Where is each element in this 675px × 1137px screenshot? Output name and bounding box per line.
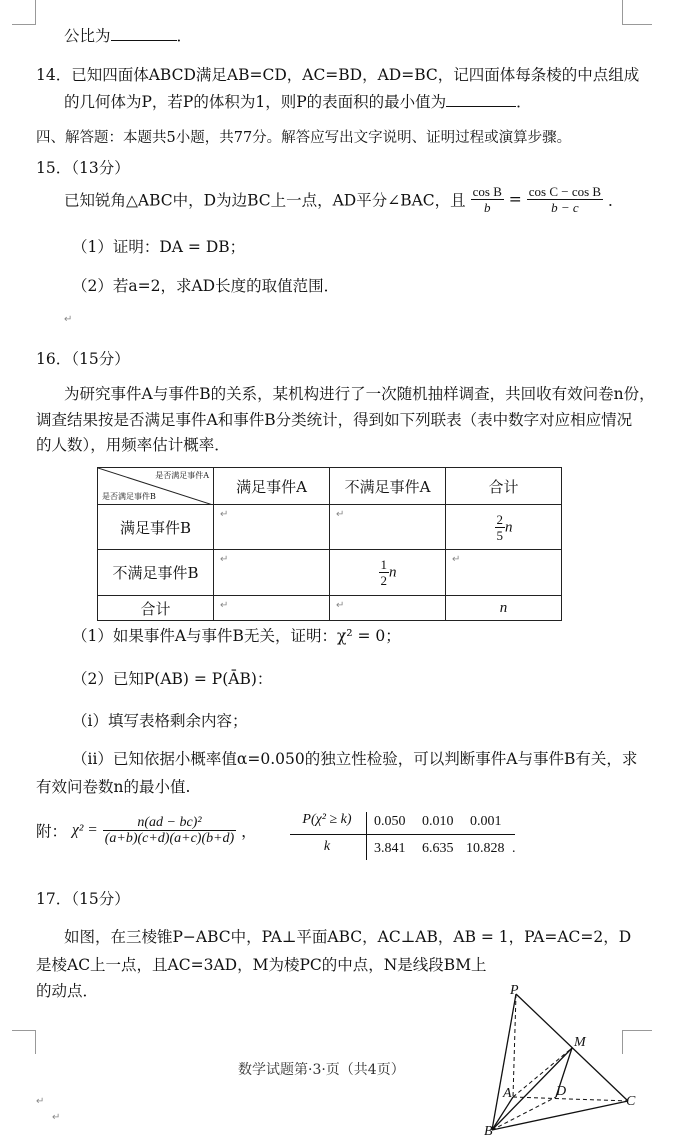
q16-part2-i: （i）填写表格剩余内容； [72, 712, 248, 730]
crop-mark [12, 1030, 36, 1031]
contingency-table [97, 467, 562, 621]
appendix-formula: 附： χ² = $\frac{\text{n(ad − bc)²}}{(a+b)(c+d)(a+c)(b+d)}$ ， [36, 815, 257, 846]
paragraph-mark: ↵ [64, 314, 73, 325]
label-D: D [556, 1084, 567, 1099]
page-footer: 数学试题第·3·页（共4页） [238, 1062, 405, 1078]
q16-para2: 调查结果按是否满足事件A和事件B分类统计，得到如下列联表（表中数字对应相应情况 [36, 411, 633, 429]
corner-label-top: 是否满足事件A [155, 471, 209, 480]
q16-para1: 为研究事件A与事件B的关系，某机构进行了一次随机抽样调查，共回收有效问卷n份， [64, 385, 655, 403]
q14-line2: 的几何体为P，若P的体积为1，则P的表面积的最小值为 ． [64, 93, 532, 111]
q15-part2: （2）若a=2，求AD长度的取值范围． [72, 277, 340, 295]
edge-AC [513, 1097, 628, 1101]
k-value: 6.635 [422, 841, 454, 856]
col-header-satisfy-a: 满足事件A [214, 468, 330, 505]
q17-line2: 是棱AC上一点，且AC=3AD，M为棱PC的中点，N是线段BM上 [36, 956, 487, 974]
answer-blank[interactable] [446, 94, 516, 107]
k-value: 3.841 [374, 841, 406, 856]
table-cell-empty[interactable]: ↵ [330, 505, 446, 550]
paragraph-mark: ↵ [52, 1112, 61, 1123]
table-cell-empty[interactable]: ↵ [214, 505, 330, 550]
table-corner-cell [98, 468, 214, 505]
edge-BD [492, 1097, 556, 1130]
table-hline [290, 834, 515, 835]
q14-text-2: 的几何体为P，若P的体积为1，则P的表面积的最小值为 [64, 93, 447, 111]
q15-part1: （1）证明：DA = DB； [72, 238, 246, 256]
q16-part1: （1）如果事件A与事件B无关，证明：χ² = 0； [72, 627, 401, 645]
q16-header: 16．（15分） [36, 350, 130, 368]
crop-mark [12, 24, 36, 25]
q15-intro-text: 已知锐角△ABC中，D为边BC上一点，AD平分∠BAC，且 [64, 191, 466, 210]
table-cell-empty[interactable]: ↵ [446, 550, 562, 596]
label-M: M [574, 1035, 586, 1050]
paragraph-mark: ↵ [36, 1096, 45, 1107]
chi-square-lhs: χ² = [71, 821, 98, 839]
p-value: 0.001 [470, 814, 502, 829]
p-value: 0.050 [374, 814, 406, 829]
crop-mark [622, 24, 652, 25]
table-cell-total-n: n [446, 596, 562, 621]
section-title: 四、解答题：本题共5小题，共77分。解答应写出文字说明、证明过程或演算步骤。 [36, 130, 572, 146]
col-header-total: 合计 [446, 468, 562, 505]
q16-para3: 的人数），用频率估计概率． [36, 436, 230, 454]
edge-BC [492, 1101, 628, 1130]
table-cell-empty[interactable]: ↵ [214, 596, 330, 621]
table-vline [366, 812, 367, 860]
q14-number: 14． [36, 66, 72, 84]
row-header-satisfy-b: 满足事件B [98, 505, 214, 550]
label-C: C [626, 1094, 636, 1109]
table-cell-half-n: $\frac{1}{2}$ n [330, 550, 446, 596]
label-A: A [503, 1086, 512, 1101]
fraction-cosC-minus-cosB: $\frac{\text{cos C − cos B}}{b - c}$ [528, 184, 602, 215]
q14-line1 [36, 63, 639, 85]
corner-label-bottom: 是否满足事件B [102, 492, 156, 501]
top-label: 公比为 [64, 27, 111, 45]
q16-part2-ii-line2: 有效问卷数n的最小值. [36, 778, 191, 796]
table-cell-empty[interactable]: ↵ [214, 550, 330, 596]
k-row-label: k [323, 839, 331, 854]
q15-header: 15．（13分） [36, 159, 130, 177]
q15-intro: 已知锐角△ABC中，D为边BC上一点，AD平分∠BAC，且 $\frac{\text{cos B}}{b}$ = $\frac{\text{cos C − cos B}}{b - c}$ ． [64, 184, 624, 215]
k-value: 10.828 [466, 841, 505, 856]
crop-mark [622, 0, 623, 24]
row-header-total: 合计 [98, 596, 214, 621]
top-answer-line: 公比为 ． [64, 27, 193, 45]
edge-PC [516, 994, 628, 1101]
row-header-not-satisfy-b: 不满足事件B [98, 550, 214, 596]
table-cell-empty[interactable]: ↵ [330, 596, 446, 621]
crop-mark [35, 0, 36, 24]
answer-blank[interactable] [111, 28, 177, 41]
table-cell-two-fifths-n: $\frac{2}{5}$ n [446, 505, 562, 550]
chi-square-fraction: $\frac{\text{n(ad − bc)²}}{(a+b)(c+d)(a+c)(b+d)}$ [104, 815, 235, 846]
q17-line1: 如图，在三棱锥P−ABC中，PA⊥平面ABC，AC⊥AB，AB = 1，PA=AC=2，D [64, 928, 632, 946]
q17-header: 17．（15分） [36, 890, 130, 908]
col-header-not-satisfy-a: 不满足事件A [330, 468, 446, 505]
p-value: 0.010 [422, 814, 454, 829]
appendix-label: 附： [36, 822, 68, 841]
q16-part2: （2）已知P(AB) = P(ĀB)： [72, 670, 273, 688]
label-B: B [484, 1124, 493, 1137]
crop-mark [35, 1030, 36, 1054]
q16-part2-ii-line1: （ii）已知依据小概率值α=0.050的独立性检验，可以判断事件A与事件B有关，求 [72, 750, 638, 768]
q17-line3: 的动点． [36, 982, 99, 1000]
pyramid-figure [478, 984, 643, 1137]
label-P: P [510, 984, 519, 998]
q14-text-1: 已知四面体ABCD满足AB=CD，AC=BD，AD=BC，记四面体每条棱的中点组成 [71, 66, 640, 84]
p-row-label: P(χ² ≥ k) [302, 812, 352, 827]
fraction-cosB-over-b: $\frac{\text{cos B}}{b}$ [472, 184, 502, 215]
